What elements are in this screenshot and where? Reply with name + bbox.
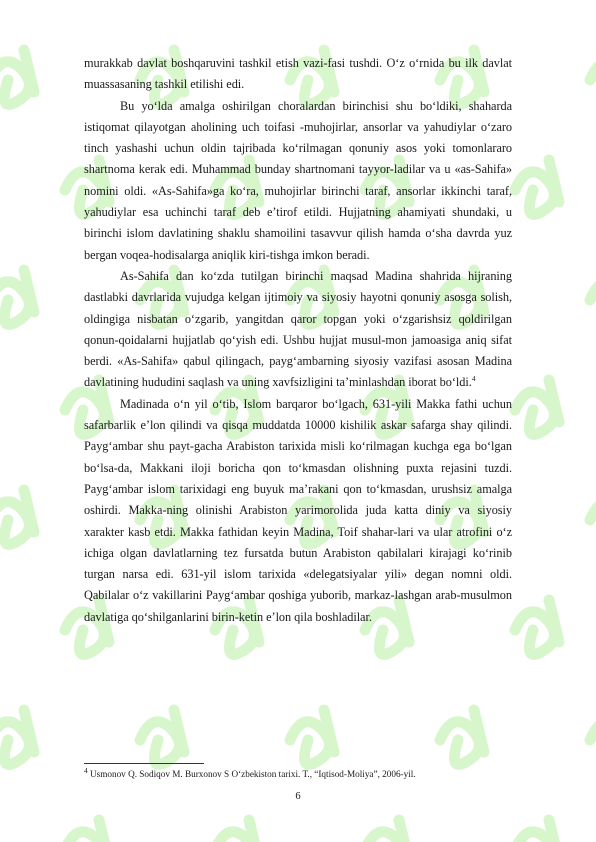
footnote — [84, 765, 514, 780]
page-number: 6 — [295, 791, 301, 802]
watermark-glyph-14 — [590, 270, 596, 324]
footnote-text: Usmonov Q. Sodiqov M. Burxonov S O‘zbekiston tarixi. T., “Iqtisod-Moliya”, 2006-yil. — [87, 769, 416, 779]
watermark-glyph-36 — [215, 820, 259, 842]
paragraph-4: Madinada o‘n yil o‘tib, Islom barqaror bo‘lgach, 631-yili Makka fathi uchun safarbarlik e’lon qilindi va qisqa muddatda 10000 kishilik askar safarga shay qilindi. Payg‘ambar shu payt-gacha Arabiston tarixida misli ko‘rilmagan kuchga ega bo‘lgan bo‘lsa-da, Makkani iloji boricha qon to‘kmasdan olishning puxta rejasini tuzdi. Payg‘ambar islom tarixidagi eng buyuk ma’rakani qon to‘kmasdan, urushsiz amalga oshirdi. Makka-ning olinishi Arabiston yarimorolida juda katta diniy va siyosiy xarakter kasb etdi. Makka fathidan keyin Madina, Toif shahar-lari va ular atrofini o‘z ichiga olgan davlatlarning tez fursatda butun Arabiston qabilalari kirajagi ko‘rinib turgan narsa edi. 631-yil islom tarixida «delegatsiyalar yili» degan nomni oldi. Qabilalar o‘z vakillarini Payg‘ambar qoshiga yuborib, markaz-lashgan arab-musulmon davlatiga qo‘shilganlarini birin-ketin e’lon qila boshladilar. — [84, 396, 512, 624]
watermark-glyph-35 — [65, 820, 109, 842]
watermark-glyph-20 — [0, 490, 34, 544]
paragraph-3: As-Sahifa dan ko‘zda tutilgan birinchi maqsad Madina shahrida hijraning dastlabki davrlarida vujudga kelgan ijtimoiy va siyosiy hayotni qonuniy asosga solish, oldingiga nisbatan o‘zgarib, yangitdan qaror topgan yoki o‘zgarishsiz qoldirilgan qonun-qoidalarni hujjatlab qo‘yish edi. Ushbu hujjat musul-mon jamoasiga aniq sifat berdi. «As-Sahifa» qabul qilingach, payg‘ambarning siyosiy vazifasi asosan Madina davlatining hududini saqlash va uning xavfsizligini ta’minlashdan iborat bo‘ldi.$^4$ — [84, 268, 512, 390]
watermark-glyph-24 — [590, 490, 596, 544]
watermark-glyph-30 — [0, 710, 34, 764]
watermark-glyph-34 — [590, 710, 596, 764]
watermark-glyph-0 — [0, 50, 34, 104]
watermark-glyph-18 — [515, 380, 559, 434]
paragraph-1: murakkab davlat boshqaruvini tashkil etish vazi-fasi tushdi. O‘z o‘rnida bu ilk davlat muassasaning tashkil etilishi edi. — [84, 56, 512, 92]
watermark-glyph-4 — [590, 50, 596, 104]
watermark-glyph-32 — [290, 710, 334, 764]
watermark-glyph-31 — [140, 710, 184, 764]
footnote-reference[interactable]: 4 — [471, 374, 476, 384]
watermark-glyph-38 — [515, 820, 559, 842]
watermark-glyph-28 — [515, 600, 559, 654]
footnote-marker: 4 — [84, 765, 88, 775]
watermark-glyph-37 — [365, 820, 409, 842]
paragraph-2: Bu yo‘lda amalga oshirilgan choralardan birinchisi shu bo‘ldiki, shaharda istiqomat qilayotgan aholining uch toifasi -muhojirlar, ansorlar va yahudiylar o‘zaro tinch yashashi uchun oldin tajribada ko‘rilmagan qonuniy asos yoki tomonlararo shartnoma kerak edi. Muhammad bunday shartnomani tayyor-ladilar va u «as-Sahifa» nomini oldi. «As-Sahifa»ga ko‘ra, muhojirlar birinchi taraf, ansorlar ikkinchi taraf, yahudiylar esa uchinchi taraf deb e’tirof etildi. Hujjatning ahamiyati shundaki, u birinchi islom davlatining shaklu shamoilini tasavvur qilish hamda o‘sha davrda yuz bergan voqea-hodisalarga aniqlik kiri-tishga imkon beradi. — [84, 98, 512, 262]
footnote-divider — [84, 763, 204, 764]
watermark-glyph-8 — [515, 160, 559, 214]
document-body — [84, 53, 512, 628]
watermark-glyph-33 — [440, 710, 484, 764]
watermark-glyph-10 — [0, 270, 34, 324]
